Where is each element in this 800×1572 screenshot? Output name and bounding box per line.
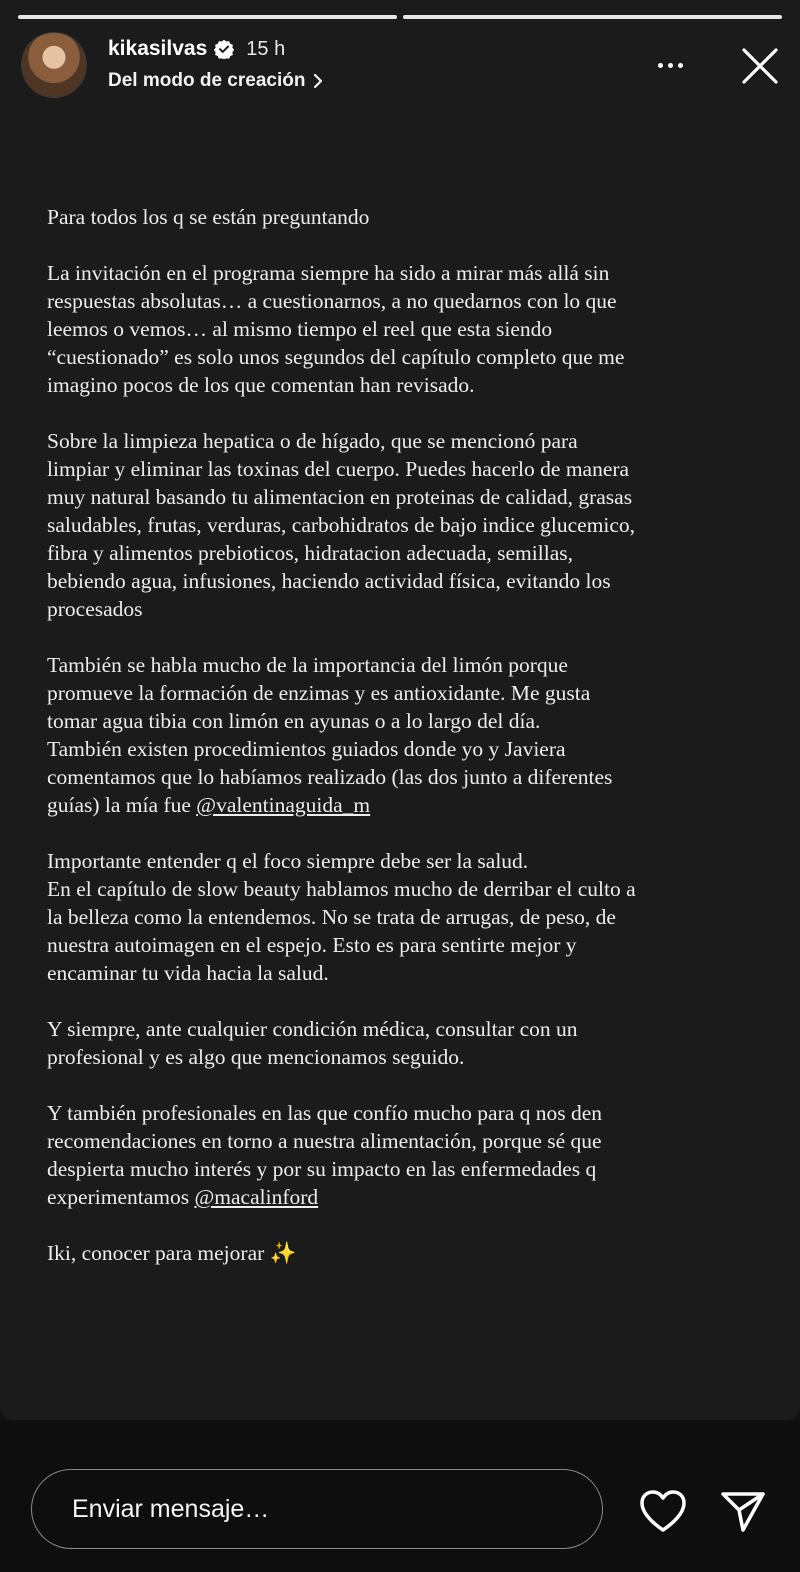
story-progress-bar <box>18 15 782 19</box>
paragraph-2: La invitación en el programa siempre ha sido a mirar más allá sin respuestas absolutas… a cuestionarnos, a no quedarnos con lo que leemos o vemos… al mismo tiempo el reel que esta siendo “cuestionado” es solo unos segundos del capítulo completo que me imagino pocos de los que comentan han revisado. <box>47 261 625 397</box>
reply-bar <box>0 1420 800 1572</box>
creation-mode-label: Del modo de creación <box>108 70 306 91</box>
story-header <box>22 33 780 99</box>
mention-link[interactable]: @macalinford <box>194 1185 319 1209</box>
paragraph-1: Para todos los q se están preguntando <box>47 205 370 229</box>
close-icon[interactable] <box>740 46 780 86</box>
story-text <box>47 203 777 1295</box>
avatar[interactable] <box>22 33 86 97</box>
paragraph-6: Y siempre, ante cualquier condición médica, consultar con un profesional y es algo que mencionamos seguido. <box>47 1017 578 1069</box>
paragraph-8: Iki, conocer para mejorar ✨ <box>47 1241 297 1265</box>
mention-link[interactable]: @valentinaguida_m <box>196 793 371 817</box>
creation-mode-link[interactable] <box>108 70 323 92</box>
progress-segment-1 <box>18 15 397 19</box>
more-options-button[interactable] <box>650 53 690 77</box>
paragraph-5: Importante entender q el foco siempre debe ser la salud. En el capítulo de slow beauty hablamos mucho de derribar el culto a la belleza como la entendemos. No se trata de arrugas, de peso, de nuestra autoimagen en el espejo. Esto es para sentirte mejor y encaminar tu vida hacia la salud. <box>47 849 636 985</box>
message-input[interactable] <box>31 1469 603 1549</box>
paragraph-4 <box>47 651 777 819</box>
progress-segment-2 <box>403 15 782 19</box>
paragraph-7 <box>47 1099 777 1211</box>
verified-badge-icon <box>214 39 234 59</box>
send-icon[interactable] <box>720 1488 766 1534</box>
heart-icon[interactable] <box>638 1488 688 1534</box>
post-time: 15 h <box>246 37 286 60</box>
user-row <box>108 37 285 61</box>
paragraph-3: Sobre la limpieza hepatica o de hígado, que se mencionó para limpiar y eliminar las toxinas del cuerpo. Puedes hacerlo de manera muy natural basando tu alimentacion en proteinas de calidad, grasas saludables, frutas, verduras, carbohidratos de bajo indice glucemico, fibra y alimentos prebioticos, hidratacion adecuada, semillas, bebiendo agua, infusiones, haciendo actividad física, evitando los procesados <box>47 429 636 621</box>
more-options-icon <box>658 63 663 68</box>
paragraph-7-text: Y también profesionales en las que confío mucho para q nos den recomendaciones en torno a nuestra alimentación, porque sé que despierta mucho interés y por su impacto en las enfermedades q experimentamos <box>47 1101 603 1209</box>
chevron-right-icon <box>313 73 323 89</box>
paragraph-4-text: También se habla mucho de la importancia del limón porque promueve la formación de enzimas y es antioxidante. Me gusta tomar agua tibia con limón en ayunas o a lo largo del día. También existen procedimientos guiados donde yo y Javiera comentamos que lo habíamos realizado (las dos junto a diferentes guías) la mía fue <box>47 653 613 817</box>
more-options-icon <box>678 63 683 68</box>
username[interactable]: kikasilvas <box>108 37 208 60</box>
more-options-icon <box>668 63 673 68</box>
message-placeholder: Enviar mensaje… <box>72 1494 270 1523</box>
